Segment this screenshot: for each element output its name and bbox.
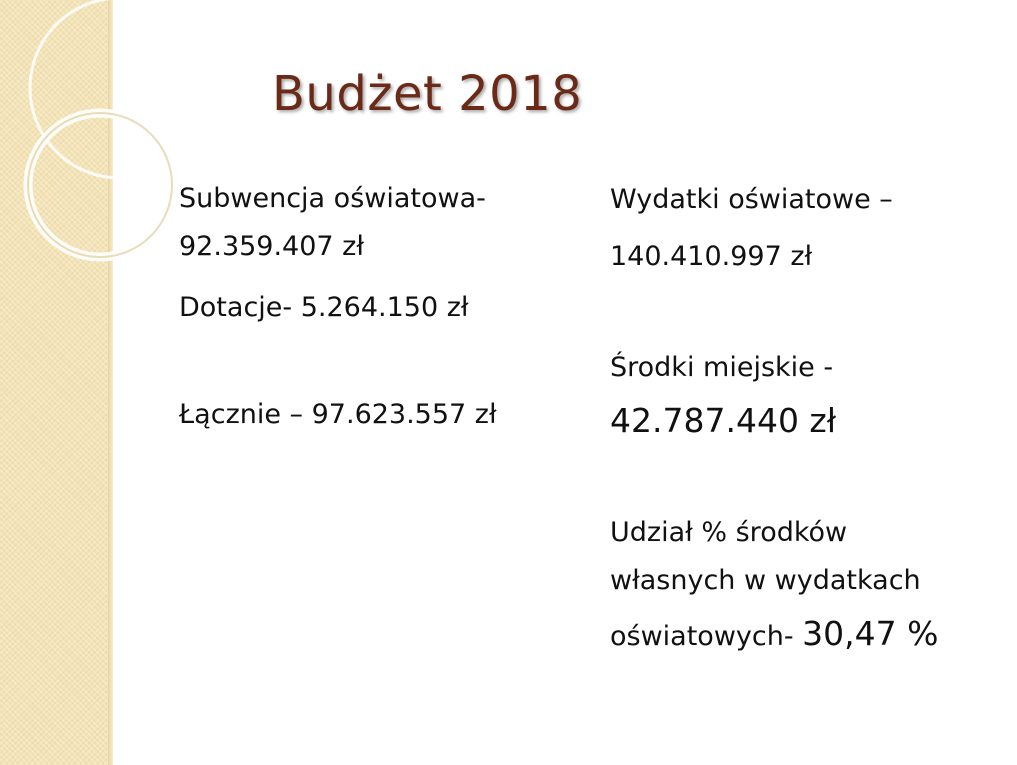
wydatki-label: Wydatki oświatowe –: [610, 184, 893, 215]
dotacje-line: Dotacje- 5.264.150 zł: [179, 292, 469, 323]
wydatki-value: 140.410.997 zł: [610, 241, 813, 272]
decorative-rings: [0, 0, 200, 300]
slide-title: Budżet 2018: [272, 66, 583, 122]
ring-lower-shade: [28, 113, 172, 257]
udzial-line-3-text: oświatowych-: [610, 621, 803, 652]
subwencja-value: 92.359.407 zł: [179, 231, 365, 262]
udzial-percentage-value: 30,47 %: [802, 614, 939, 653]
udzial-line-2: własnych w wydatkach: [610, 565, 921, 596]
srodki-value: 42.787.440 zł: [610, 401, 837, 440]
srodki-label: Środki miejskie -: [610, 352, 834, 383]
subwencja-label: Subwencja oświatowa-: [179, 183, 486, 214]
lacznie-line: Łącznie – 97.623.557 zł: [179, 399, 497, 430]
ring-outer: [30, 0, 200, 178]
udzial-line-1: Udział % środków: [610, 517, 848, 548]
udzial-line-3: [610, 613, 939, 656]
